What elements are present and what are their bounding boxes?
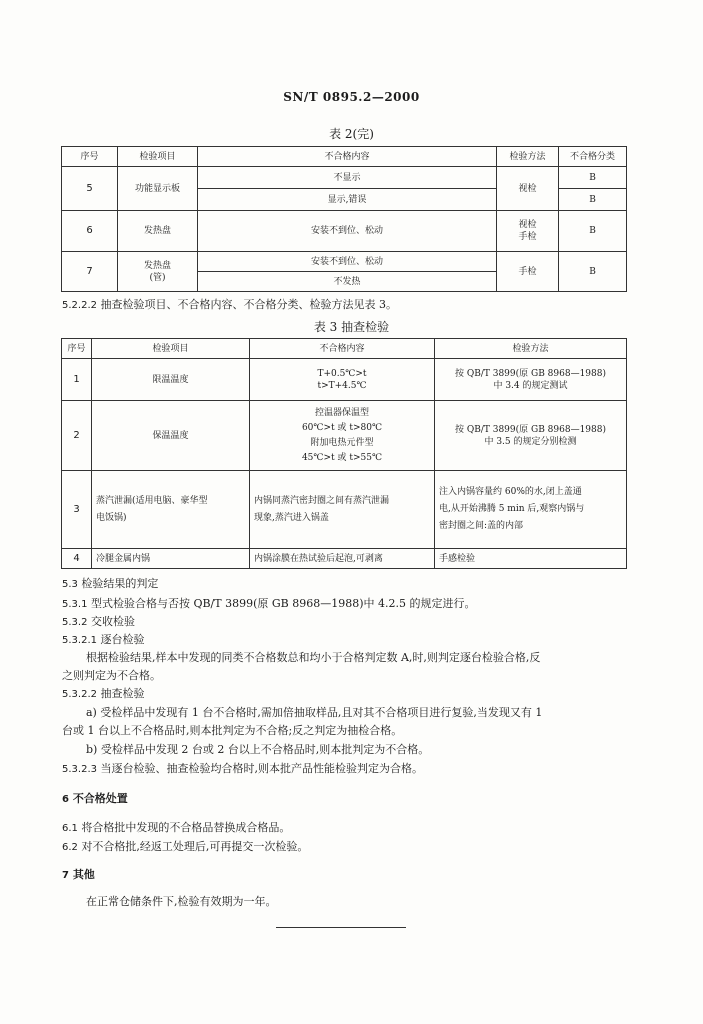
method-line: 注入内锅容量约 60%的水,闭上盖通	[439, 487, 582, 497]
content-line: 内锅同蒸汽密封圈之间有蒸汽泄漏	[254, 495, 390, 506]
content-line: 60℃>t 或 t>80℃	[301, 422, 383, 433]
header-cell: 检验方法	[497, 147, 559, 167]
clause-5-2-2-2	[62, 298, 397, 313]
clause-text: 抽查检验	[100, 687, 145, 700]
header-cell: 序号	[62, 147, 118, 167]
nonconformity: 不显示	[198, 167, 497, 189]
nonconformity	[250, 401, 435, 471]
clause-6-2	[62, 840, 308, 855]
clause-5-3-2-3	[62, 762, 423, 777]
clause-text: 交收检验	[90, 615, 135, 628]
method-line: 电,从开始沸腾 5 min 后,观察内锅与	[439, 504, 585, 514]
table-row	[62, 401, 627, 471]
content-line: 控温器保温型	[314, 407, 369, 418]
clause-text: 逐台检验	[100, 633, 145, 646]
table2-caption: 表 2(完)	[329, 127, 374, 141]
content-line: 附加电热元件型	[310, 437, 374, 448]
item-line: 蒸汽泄漏(适用电脑、豪华型	[96, 495, 208, 506]
table-row	[62, 167, 627, 189]
nonconformity	[250, 471, 435, 549]
clause-number: 6.1	[62, 823, 78, 834]
inspection-method: 手感检验	[435, 549, 627, 569]
row-number: 5	[62, 167, 118, 211]
table3-caption: 表 3 抽查检验	[313, 320, 390, 334]
paragraph-line: a) 受检样品中发现有 1 台不合格时,需加倍抽取样品,且对其不合格项目进行复验,当发现又有 1	[86, 706, 543, 719]
row-number: 1	[62, 359, 92, 401]
table2	[61, 146, 627, 292]
clause-number: 6.2	[62, 842, 78, 853]
method-line: 手检	[518, 232, 537, 242]
header-cell: 不合格分类	[559, 147, 627, 167]
clause-number: 5.3.2	[62, 617, 88, 628]
header-cell: 不合格内容	[250, 339, 435, 359]
method-line: 密封圈之间:盖的内部	[439, 521, 524, 531]
row-number: 3	[62, 471, 92, 549]
table-row	[62, 211, 627, 252]
item-line: 电饭锅)	[96, 512, 127, 523]
nonconformity-class: B	[559, 252, 627, 292]
nonconformity: 显示,错误	[198, 189, 497, 211]
method-line: 按 QB/T 3899(原 GB 8968—1988)	[454, 368, 606, 379]
nonconformity-class: B	[559, 211, 627, 252]
clause-number: 5.3.2.1	[62, 635, 97, 646]
clause-5-3-2-1	[62, 633, 145, 648]
clause-6-1	[62, 821, 290, 836]
clause-text: 抽查检验项目、不合格内容、不合格分类、检验方法见表 3。	[100, 298, 397, 311]
inspection-method	[435, 471, 627, 549]
inspection-method: 手检	[497, 252, 559, 292]
table-header-row	[62, 339, 627, 359]
paragraph-line: 根据检验结果,样本中发现的同类不合格数总和均小于合格判定数 A,时,则判定逐台检验合格,反	[86, 651, 541, 664]
clause-number: 5.3.1	[62, 599, 88, 610]
clause-text: 其他	[72, 868, 95, 881]
paragraph-line: 在正常仓储条件下,检验有效期为一年。	[86, 895, 277, 908]
item-line: 发热盘	[143, 260, 171, 271]
clause-text: 检验结果的判定	[81, 577, 159, 590]
nonconformity-class: B	[559, 167, 627, 189]
inspection-method: 视检	[497, 167, 559, 211]
heading-5-3	[62, 577, 158, 592]
header-cell: 检验项目	[92, 339, 250, 359]
nonconformity: 安装不到位、松动	[198, 252, 497, 272]
clause-text: 当逐台检验、抽查检验均合格时,则本批产品性能检验判定为合格。	[100, 762, 423, 775]
method-line: 视检	[518, 220, 537, 230]
row-number: 2	[62, 401, 92, 471]
inspection-method	[497, 211, 559, 252]
header-cell: 检验项目	[118, 147, 198, 167]
table-row	[62, 549, 627, 569]
inspection-item: 发热盘	[118, 211, 198, 252]
item-line: (管)	[149, 272, 166, 283]
clause-5-3-1	[62, 597, 476, 612]
row-number: 4	[62, 549, 92, 569]
clause-text: 将合格批中发现的不合格品替换成合格品。	[81, 821, 291, 834]
table-row	[62, 471, 627, 549]
header-cell: 不合格内容	[198, 147, 497, 167]
inspection-item	[118, 252, 198, 292]
standard-code: SN/T 0895.2—2000	[283, 90, 420, 104]
inspection-item: 功能显示板	[118, 167, 198, 211]
clause-number: 5.2.2.2	[62, 300, 97, 311]
clause-text: 不合格处置	[72, 792, 128, 805]
nonconformity-class: B	[559, 189, 627, 211]
end-rule	[276, 927, 406, 928]
clause-5-3-2	[62, 615, 135, 630]
clause-number: 6	[62, 794, 69, 805]
method-line: 按 QB/T 3899(原 GB 8968—1988)	[454, 424, 606, 435]
table-header-row	[62, 147, 627, 167]
clause-number: 7	[62, 870, 69, 881]
nonconformity: 安装不到位、松动	[198, 211, 497, 252]
nonconformity: 内锅涂膜在热试验后起泡,可剥离	[250, 549, 435, 569]
inspection-item	[92, 471, 250, 549]
clause-number: 5.3.2.3	[62, 764, 97, 775]
paragraph-line: 之则判定为不合格。	[62, 669, 161, 682]
heading-6	[62, 792, 128, 807]
clause-number: 5.3	[62, 579, 78, 590]
table-row	[62, 359, 627, 401]
method-line: 中 3.4 的规定测试	[493, 380, 568, 391]
clause-5-3-2-2	[62, 687, 145, 702]
clause-text: 对不合格批,经返工处理后,可再提交一次检验。	[81, 840, 309, 853]
inspection-item: 保温温度	[92, 401, 250, 471]
nonconformity: 不发热	[198, 272, 497, 292]
paragraph-line: b) 受检样品中发现 2 台或 2 台以上不合格品时,则本批判定为不合格。	[86, 743, 430, 756]
content-line: 现象,蒸汽进入锅盖	[254, 512, 329, 523]
paragraph-line: 台或 1 台以上不合格品时,则本批判定为不合格;反之判定为抽检合格。	[62, 724, 403, 737]
content-line: 45℃>t 或 t>55℃	[301, 452, 383, 463]
content-line: t>T+4.5℃	[317, 380, 367, 391]
table3	[61, 338, 627, 569]
method-line: 中 3.5 的规定分别检测	[484, 436, 577, 447]
content-line: T+0.5℃>t	[317, 368, 367, 379]
header-cell: 检验方法	[435, 339, 627, 359]
header-cell: 序号	[62, 339, 92, 359]
inspection-item: 限温温度	[92, 359, 250, 401]
inspection-method	[435, 359, 627, 401]
nonconformity	[250, 359, 435, 401]
row-number: 6	[62, 211, 118, 252]
row-number: 7	[62, 252, 118, 292]
clause-number: 5.3.2.2	[62, 689, 97, 700]
heading-7	[62, 868, 95, 883]
table-row	[62, 252, 627, 272]
inspection-item: 冷腿金属内锅	[92, 549, 250, 569]
inspection-method	[435, 401, 627, 471]
clause-text: 型式检验合格与否按 QB/T 3899(原 GB 8968—1988)中 4.2.5 的规定进行。	[90, 597, 476, 610]
